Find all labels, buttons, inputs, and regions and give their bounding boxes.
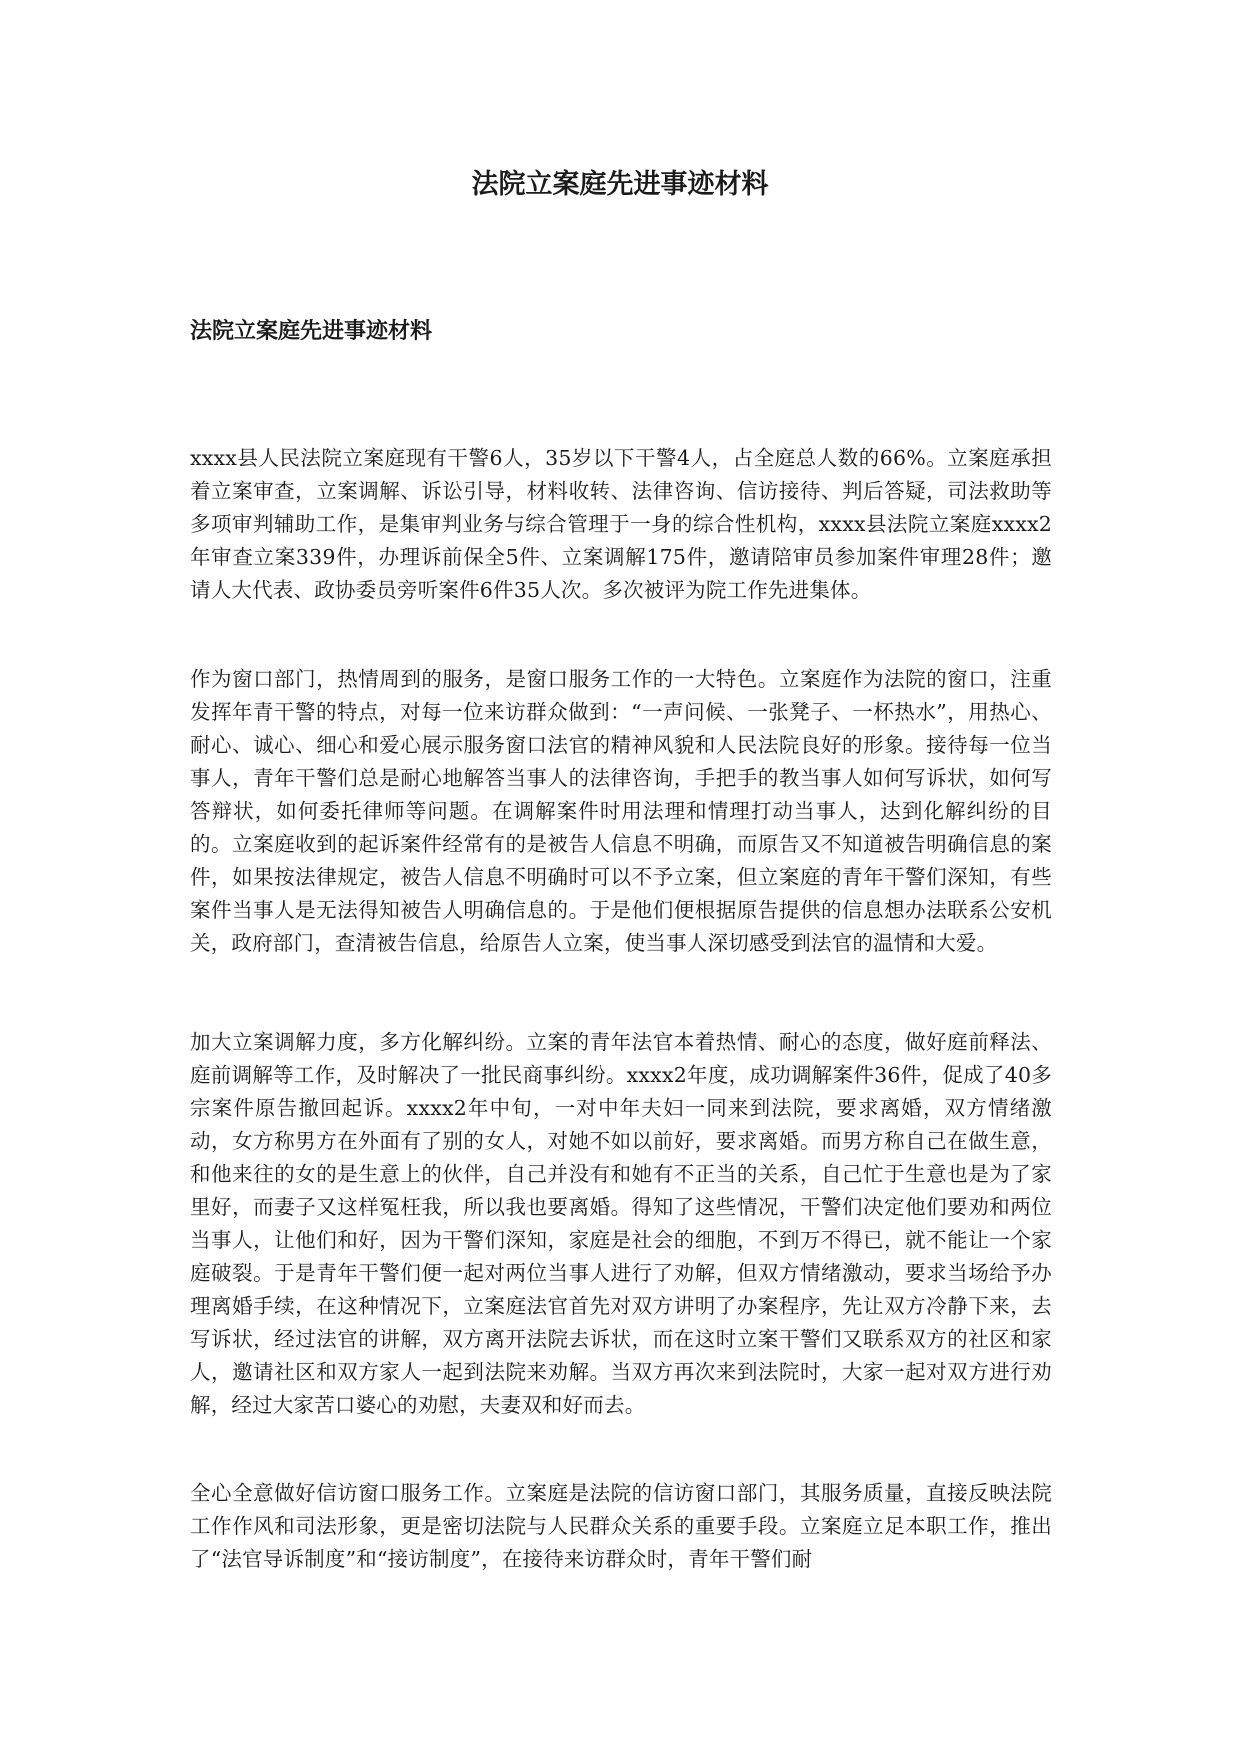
paragraph-4: 全心全意做好信访窗口服务工作。立案庭是法院的信访窗口部门，其服务质量，直接反映法院工作作风和司法形象，更是密切法院与人民群众关系的重要手段。立案庭立足本职工作，推出了“法官导诉制度”和“接访制度”，在接待来访群众时，青年干警们耐 — [190, 1481, 1052, 1571]
paragraph-3: 加大立案调解力度，多方化解纠纷。立案的青年法官本着热情、耐心的态度，做好庭前释法、庭前调解等工作，及时解决了一批民商事纠纷。xxxx2年度，成功调解案件36件，促成了40多宗案件原告撤回起诉。xxxx2年中旬，一对中年夫妇一同来到法院，要求离婚，双方情绪激动，女方称男方在外面有了别的女人，对她不如以前好，要求离婚。而男方称自己在做生意，和他来往的女的是生意上的伙伴，自己并没有和她有不正当的关系，自己忙于生意也是为了家里好，而妻子又这样冤枉我，所以我也要离婚。得知了这些情况，干警们决定他们要劝和两位当事人，让他们和好，因为干警们深知，家庭是社会的细胞，不到万不得已，就不能让一个家庭破裂。于是青年干警们便一起对两位当事人进行了劝解，但双方情绪激动，要求当场给予办理离婚手续，在这种情况下，立案庭法官首先对双方讲明了办案程序，先让双方冷静下来，去写诉状，经过法官的讲解，双方离开法院去诉状，而在这时立案干警们又联系双方的社区和家人，邀请社区和双方家人一起到法院来劝解。当双方再次来到法院时，大家一起对双方进行劝解，经过大家苦口婆心的劝慰，夫妻双和好而去。 — [190, 1030, 1052, 1417]
document-title: 法院立案庭先进事迹材料 — [471, 169, 769, 200]
paragraph-2: 作为窗口部门，热情周到的服务，是窗口服务工作的一大特色。立案庭作为法院的窗口，注重发挥年青干警的特点，对每一位来访群众做到：“一声问候、一张凳子、一杯热水”，用热心、耐心、诚心、细心和爱心展示服务窗口法官的精神风貌和人民法院良好的形象。接待每一位当事人，青年干警们总是耐心地解答当事人的法律咨询，手把手的教当事人如何写诉状，如何写答辩状，如何委托律师等问题。在调解案件时用法理和情理打动当事人，达到化解纠纷的目的。立案庭收到的起诉案件经常有的是被告人信息不明确，而原告又不知道被告明确信息的案件，如果按法律规定，被告人信息不明确时可以不予立案，但立案庭的青年干警们深知，有些案件当事人是无法得知被告人明确信息的。于是他们便根据原告提供的信息想办法联系公安机关，政府部门，查清被告信息，给原告人立案，使当事人深切感受到法官的温情和大爱。 — [190, 667, 1052, 955]
document-subtitle: 法院立案庭先进事迹材料 — [190, 318, 433, 344]
paragraph-1: xxxx县人民法院立案庭现有干警6人，35岁以下干警4人，占全庭总人数的66%。立案庭承担着立案审查，立案调解、诉讼引导，材料收转、法律咨询、信访接待、判后答疑，司法救助等多项审判辅助工作，是集审判业务与综合管理于一身的综合性机构，xxxx县法院立案庭xxxx2年审查立案339件，办理诉前保全5件、立案调解175件，邀请陪审员参加案件审理28件；邀请人大代表、政协委员旁听案件6件35人次。多次被评为院工作先进集体。 — [190, 446, 1052, 602]
